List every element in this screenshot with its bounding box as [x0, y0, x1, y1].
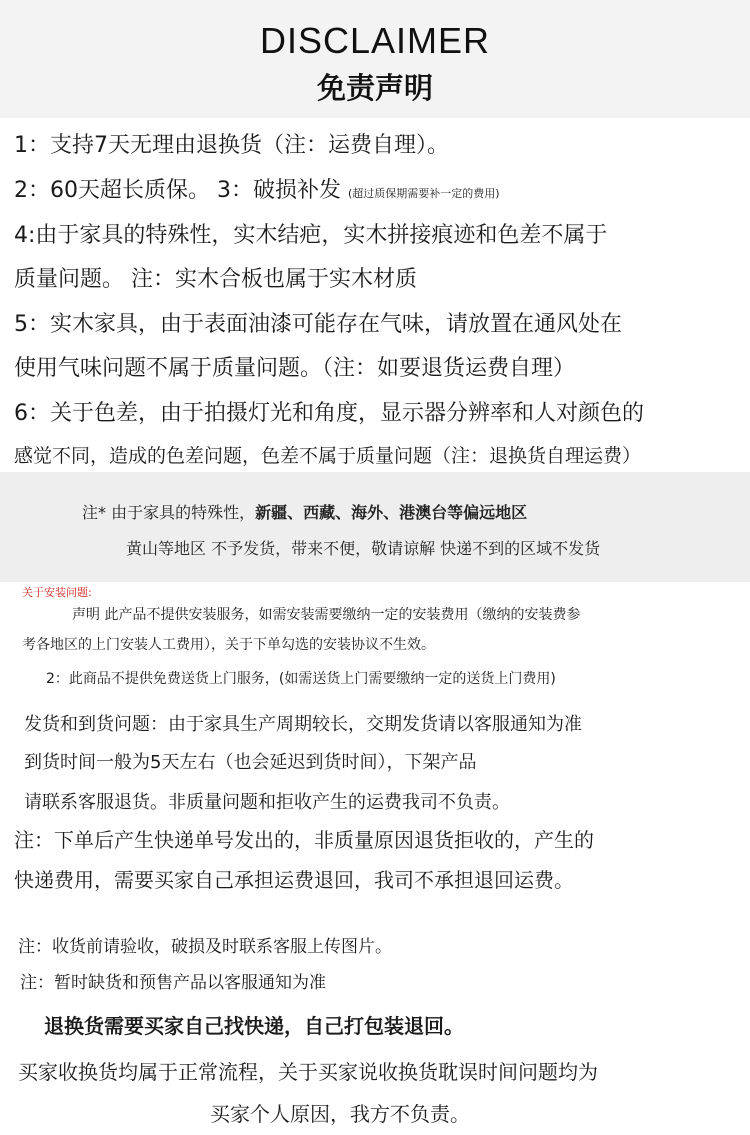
note-line-5: 买家个人原因，我方不负责。 [210, 1102, 470, 1126]
notice-line-1 [82, 500, 527, 523]
note-line-2: 注：暂时缺货和预售产品以客服通知为准 [20, 973, 326, 993]
note-line-1: 注：收货前请验收，破损及时联系客服上传图片。 [18, 937, 392, 957]
policy-line-5: 5：实木家具，由于表面油漆可能存在气味，请放置在通风处在 [14, 312, 622, 337]
shipping-line-1: 发货和到货问题：由于家具生产周期较长，交期发货请以客服通知为准 [24, 714, 582, 735]
install-title: 关于安装问题: [22, 586, 92, 599]
policy-line-8: 感觉不同，造成的色差问题，色差不属于质量问题（注：退换货自理运费） [14, 445, 642, 467]
install-para-2: 2：此商品不提供免费送货上门服务，(如需送货上门需要缴纳一定的送货上门费用) [46, 671, 556, 687]
shipping-line-3: 请联系客服退货。非质量问题和拒收产生的运费我司不负责。 [24, 792, 510, 813]
notice-prefix: 注* 由于家具的特殊性， [82, 503, 256, 522]
policy-line-4: 质量问题。 注：实木合板也属于实木材质 [14, 267, 417, 292]
shipping-line-2: 到货时间一般为5天左右（也会延迟到货时间），下架产品 [24, 752, 477, 773]
install-para-1a: 声明 此产品不提供安装服务，如需安装需要缴纳一定的安装费用（缴纳的安装费参 [72, 607, 581, 623]
shipping-line-4: 注：下单后产生快递单号发出的，非质量原因退货拒收的，产生的 [14, 828, 594, 852]
policy-line-2 [14, 173, 500, 204]
policy-line-2-main: 2：60天超长质保。 3：破损补发 [14, 178, 341, 203]
policy-line-7: 6：关于色差，由于拍摄灯光和角度，显示器分辨率和人对颜色的 [14, 401, 644, 426]
note-line-4: 买家收换货均属于正常流程，关于买家说收换货耽误时间问题均为 [18, 1060, 598, 1084]
shipping-line-5: 快递费用，需要买家自己承担运费退回，我司不承担退回运费。 [14, 868, 574, 892]
policy-line-1: 1：支持7天无理由退换货（注：运费自理）。 [14, 133, 449, 158]
remote-area-notice [0, 472, 750, 582]
title-english: DISCLAIMER [259, 20, 491, 61]
policy-line-3: 4:由于家具的特殊性，实木结疤，实木拼接痕迹和色差不属于 [14, 223, 608, 248]
notice-regions: 新疆、西藏、海外、港澳台等偏远地区 [255, 503, 528, 522]
note-line-3: 退换货需要买家自己找快递，自己打包装退回。 [44, 1014, 464, 1038]
notice-line-2: 黄山等地区 不予发货，带来不便，敬请谅解 快递不到的区域不发货 [126, 539, 601, 558]
disclaimer-header [0, 0, 750, 118]
title-chinese: 免责声明 [316, 71, 433, 105]
policy-line-2-note: (超过质保期需要补一定的费用) [347, 187, 500, 200]
policy-line-6: 使用气味问题不属于质量问题。（注：如要退货运费自理） [14, 356, 576, 381]
install-para-1b: 考各地区的上门安装人工费用），关于下单勾选的安装协议不生效。 [22, 637, 435, 653]
